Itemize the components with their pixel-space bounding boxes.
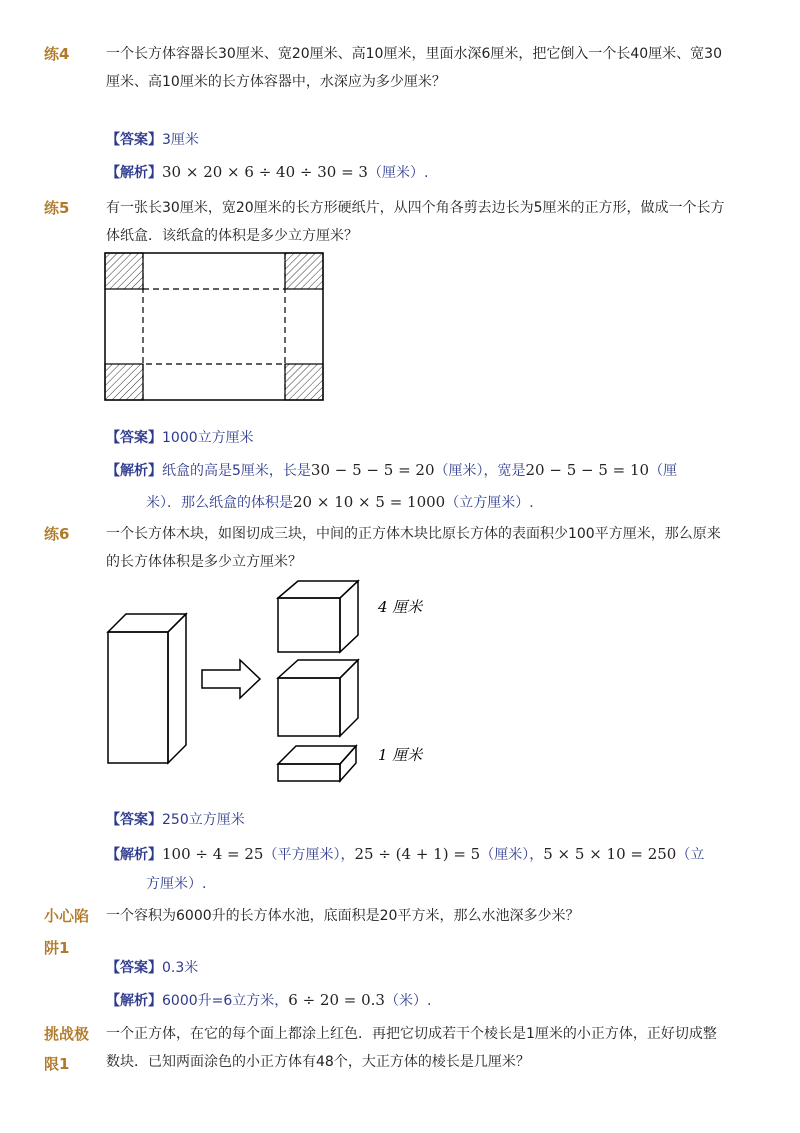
answer-value: 3厘米	[162, 132, 199, 148]
analysis-text: （米）.	[384, 993, 432, 1009]
figure-label-4cm: 4 厘米	[378, 598, 423, 616]
flat-slab	[278, 746, 356, 781]
analysis-tag: 【解析】	[106, 165, 162, 181]
analysis-formula: 30 − 5 − 5 = 20	[310, 461, 435, 479]
analysis-text: （立方厘米）.	[445, 495, 534, 511]
analysis-formula: 30 × 20 × 6 ÷ 40 ÷ 30 = 3	[162, 163, 368, 181]
corner-square-br	[285, 364, 323, 400]
corner-square-tl	[105, 253, 143, 289]
exercise-6-label: 练6	[44, 525, 70, 543]
exercise-6-analysis-line1	[106, 840, 726, 869]
corner-square-tr	[285, 253, 323, 289]
challenge-1-label-line1: 挑战极	[44, 1025, 90, 1043]
exercise-6-analysis-line2	[106, 870, 766, 898]
answer-value: 1000立方厘米	[162, 430, 254, 446]
analysis-tag: 【解析】	[106, 847, 162, 863]
analysis-formula: 5 × 5 × 10 = 250	[543, 845, 677, 863]
analysis-formula: 20 − 5 − 5 = 10	[525, 461, 650, 479]
exercise-6-question: 一个长方体木块，如图切成三块，中间的正方体木块比原长方体的表面积少100平方厘米，那么原来的长方体体积是多少立方厘米？	[106, 526, 721, 570]
tall-cuboid	[108, 614, 186, 763]
trap-1-label-line1: 小心陷	[44, 907, 90, 925]
middle-cube	[278, 660, 358, 736]
analysis-tag: 【解析】	[106, 993, 162, 1009]
analysis-text: （厘	[649, 463, 678, 479]
fold-lines	[143, 289, 285, 364]
corner-square-bl	[105, 364, 143, 400]
answer-value: 0.3米	[162, 960, 199, 976]
exercise-5-label: 练5	[44, 199, 70, 217]
exercise-4-question: 一个长方体容器长30厘米、宽20厘米、高10厘米，里面水深6厘米，把它倒入一个长40厘米、宽30厘米、高10厘米的长方体容器中，水深应为多少厘米？	[106, 46, 722, 90]
analysis-text: 方厘米）.	[146, 876, 207, 892]
analysis-formula: 25 ÷ (4 + 1) = 5	[354, 845, 481, 863]
trap-1-question: 一个容积为6000升的长方体水池，底面积是20平方米，那么水池深多少米？	[106, 908, 580, 924]
answer-tag: 【答案】	[106, 430, 162, 446]
analysis-text: 米）．那么纸盒的体积是	[146, 495, 293, 511]
challenge-1-label-line2: 限1	[44, 1055, 70, 1073]
exercise-5-analysis-line1	[106, 456, 726, 485]
paper-cut-figure	[104, 252, 326, 404]
exercise-5-analysis-line2	[106, 488, 766, 517]
analysis-tag: 【解析】	[106, 463, 162, 479]
analysis-text: （厘米），宽是	[434, 463, 526, 479]
trap-1-label-line2: 阱1	[44, 939, 70, 957]
right-arrow	[202, 660, 260, 698]
analysis-unit: （厘米）.	[367, 165, 429, 181]
analysis-text: 6000升=6立方米，	[162, 993, 289, 1009]
analysis-text: （厘米），	[480, 847, 544, 863]
analysis-text: （立	[676, 847, 705, 863]
exercise-4-answer	[106, 126, 726, 154]
answer-tag: 【答案】	[106, 960, 162, 976]
exercise-4-analysis	[106, 158, 726, 187]
answer-tag: 【答案】	[106, 132, 162, 148]
exercise-4-label: 练4	[44, 45, 70, 63]
challenge-1-question: 一个正方体，在它的每个面上都涂上红色．再把它切成若干个棱长是1厘米的小正方体，正好切成整数块．已知两面涂色的小正方体有48个，大正方体的棱长是几厘米？	[106, 1026, 717, 1070]
analysis-formula: 6 ÷ 20 = 0.3	[288, 991, 385, 1009]
analysis-formula: 100 ÷ 4 = 25	[162, 845, 264, 863]
exercise-6-answer	[106, 806, 726, 834]
answer-tag: 【答案】	[106, 812, 162, 828]
exercise-5-question: 有一张长30厘米，宽20厘米的长方形硬纸片，从四个角各剪去边长为5厘米的正方形，做成一个长方体纸盒．该纸盒的体积是多少立方厘米？	[106, 200, 725, 244]
trap-1-analysis	[106, 986, 726, 1015]
analysis-text: （平方厘米），	[263, 847, 355, 863]
analysis-text: 纸盒的高是5厘米，长是	[162, 463, 311, 479]
analysis-formula: 20 × 10 × 5 = 1000	[293, 493, 446, 511]
trap-1-answer	[106, 954, 726, 982]
exercise-5-answer	[106, 424, 726, 452]
answer-value: 250立方厘米	[162, 812, 245, 828]
figure-label-1cm: 1 厘米	[378, 746, 423, 764]
top-cube	[278, 581, 358, 652]
